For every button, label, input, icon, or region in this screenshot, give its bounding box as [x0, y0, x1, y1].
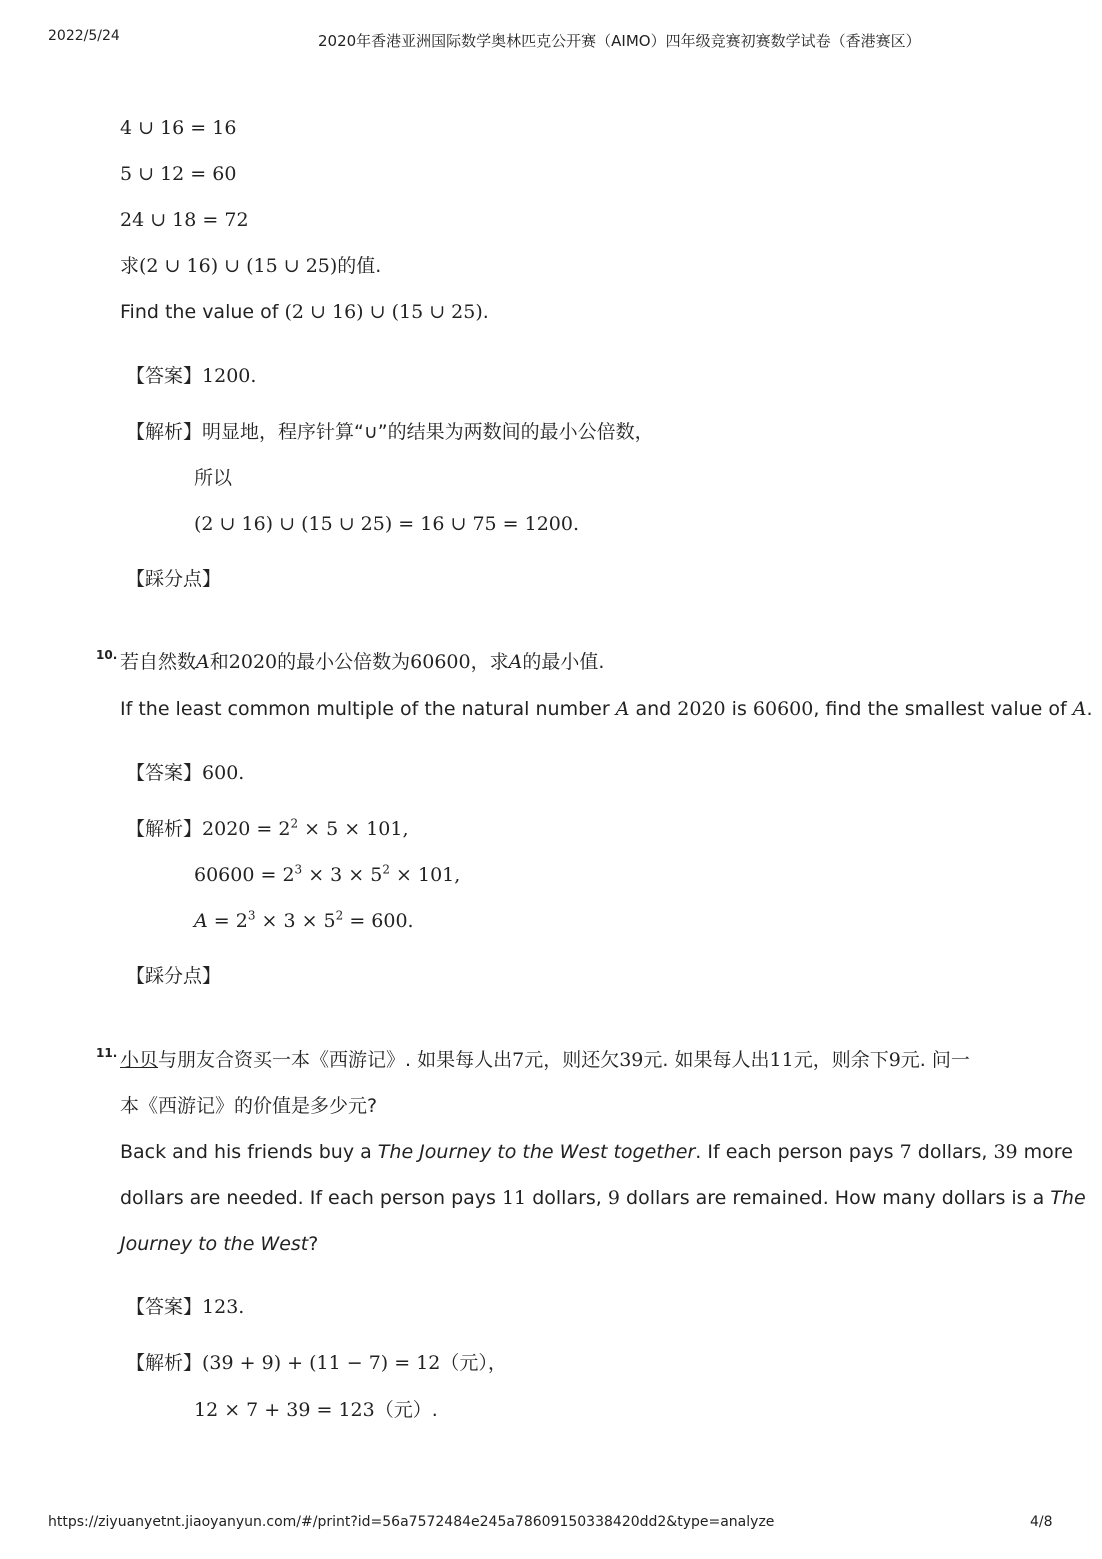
- math: A: [196, 651, 210, 673]
- math: 7: [512, 1049, 525, 1071]
- math: A: [615, 698, 630, 720]
- math: 2020 = 2: [202, 818, 291, 840]
- points-label: 【踩分点】: [126, 568, 222, 590]
- question-en: [120, 697, 1093, 721]
- book-title: Journey to the West: [120, 1233, 309, 1255]
- exponent: 3: [247, 908, 256, 923]
- text: 和: [209, 651, 229, 673]
- math: 60600: [410, 651, 471, 673]
- question-cn: [120, 254, 381, 278]
- solution-label: 【解析】: [126, 1352, 203, 1374]
- answer-value: 1200.: [202, 365, 257, 387]
- math: (2 ∪ 16) ∪ (15 ∪ 25): [139, 255, 338, 277]
- math: A: [1072, 698, 1087, 720]
- solution-text: 明显地，程序针算“∪”的结果为两数间的最小公倍数，: [202, 421, 654, 443]
- text: 若自然数: [120, 651, 197, 673]
- text: 元，则还欠: [524, 1049, 620, 1071]
- text: 求: [120, 255, 140, 277]
- text: ，求: [470, 651, 509, 673]
- text: 元. 如果每人出: [643, 1049, 770, 1071]
- math: (39 + 9) + (11 − 7) = 12: [202, 1352, 441, 1374]
- exponent: 2: [290, 816, 299, 831]
- text: dollars,: [526, 1187, 608, 1209]
- solution-label: 【解析】: [126, 818, 203, 840]
- text: 元，则余下: [793, 1049, 889, 1071]
- answer-value: 600.: [202, 762, 245, 784]
- book-title: The: [1050, 1187, 1086, 1209]
- header-date: 2022/5/24: [48, 28, 120, 44]
- text: If the least common multiple of the natural number: [120, 698, 616, 720]
- question-en-line-3: [120, 1232, 318, 1256]
- solution-line-2: [194, 863, 460, 887]
- math: 2020: [228, 651, 278, 673]
- math: × 5 × 101,: [298, 818, 409, 840]
- text: is: [725, 698, 753, 720]
- question-cn-line-2: 本《西游记》的价值是多少元?: [120, 1095, 378, 1117]
- example-line-3: 24 ∪ 18 = 72: [120, 209, 249, 231]
- exponent: 2: [382, 862, 390, 877]
- text: 元. 问一: [900, 1049, 970, 1071]
- question-number: 10.: [96, 648, 118, 662]
- math: 11: [769, 1049, 794, 1071]
- footer-page-number: 4/8: [1030, 1514, 1053, 1530]
- answer-value: 123.: [202, 1296, 245, 1318]
- math: × 3 × 5: [255, 910, 336, 932]
- math: × 101,: [390, 864, 461, 886]
- question-en: [120, 300, 489, 324]
- text: , find the smallest value of: [813, 698, 1073, 720]
- unit: （元）.: [374, 1399, 438, 1421]
- text: Back and his friends buy a: [120, 1141, 378, 1163]
- unit: （元），: [440, 1352, 507, 1374]
- solution: [126, 1351, 507, 1375]
- solution-line-3: (2 ∪ 16) ∪ (15 ∪ 25) = 16 ∪ 75 = 1200.: [194, 513, 580, 535]
- math: = 2: [207, 910, 248, 932]
- math: 7: [899, 1141, 912, 1163]
- answer: [126, 364, 256, 388]
- solution-line-2: 所以: [194, 467, 233, 489]
- text: more: [1017, 1141, 1073, 1163]
- exponent: 2: [335, 908, 344, 923]
- math: 60600: [752, 698, 814, 720]
- solution: [126, 420, 654, 444]
- answer-label: 【答案】: [126, 365, 203, 387]
- text: dollars,: [911, 1141, 994, 1163]
- example-line-2: 5 ∪ 12 = 60: [120, 163, 237, 185]
- math: A: [508, 651, 523, 673]
- text: . If each person pays: [695, 1141, 900, 1163]
- math: 60600 = 2: [194, 864, 295, 886]
- text: dollars are remained. How many dollars is a: [619, 1187, 1051, 1209]
- math: 9: [888, 1049, 901, 1071]
- text: 与朋友合资买一本《西游记》. 如果每人出: [158, 1049, 513, 1071]
- points-label: 【踩分点】: [126, 965, 222, 987]
- text: Find the value of: [120, 301, 285, 323]
- solution: [126, 817, 409, 841]
- math: 39: [993, 1141, 1018, 1163]
- question-number: 11.: [96, 1046, 118, 1060]
- text: and: [629, 698, 678, 720]
- text: .: [482, 301, 489, 323]
- text: dollars are needed. If each person pays: [120, 1187, 502, 1209]
- text: 的值.: [337, 255, 382, 277]
- answer-label: 【答案】: [126, 1296, 203, 1318]
- exponent: 3: [294, 862, 303, 877]
- answer-label: 【答案】: [126, 762, 203, 784]
- book-title: The Journey to the West together: [377, 1141, 696, 1163]
- answer: [126, 761, 244, 785]
- math: × 3 × 5: [302, 864, 383, 886]
- math: (2 ∪ 16) ∪ (15 ∪ 25): [284, 301, 483, 323]
- text: .: [1086, 698, 1093, 720]
- text: 的最小值.: [522, 651, 605, 673]
- solution-line-3: [194, 909, 414, 933]
- question-en-line-1: [120, 1140, 1073, 1164]
- text: 的最小公倍数为: [277, 651, 411, 673]
- math: 9: [607, 1187, 620, 1209]
- math: = 600.: [343, 910, 414, 932]
- math: 39: [619, 1049, 644, 1071]
- math: A: [194, 910, 208, 932]
- solution-label: 【解析】: [126, 421, 203, 443]
- question-en-line-2: [120, 1186, 1086, 1210]
- question-cn: [120, 650, 604, 674]
- answer: [126, 1295, 244, 1319]
- math: 12 × 7 + 39 = 123: [194, 1399, 375, 1421]
- name-link: 小贝: [120, 1049, 159, 1071]
- example-line-1: 4 ∪ 16 = 16: [120, 117, 237, 139]
- text: ?: [308, 1233, 319, 1255]
- solution-line-2: [194, 1398, 438, 1422]
- question-cn-line-1: [120, 1048, 970, 1072]
- header-title: 2020年香港亚洲国际数学奥林匹克公开赛（AIMO）四年级竞赛初赛数学试卷（香港赛区）: [318, 32, 921, 50]
- math: 11: [501, 1187, 527, 1209]
- footer-url[interactable]: https://ziyuanyetnt.jiaoyanyun.com/#/print?id=56a7572484e245a78609150338420dd2&type=analyze: [48, 1514, 775, 1530]
- math: 2020: [677, 698, 726, 720]
